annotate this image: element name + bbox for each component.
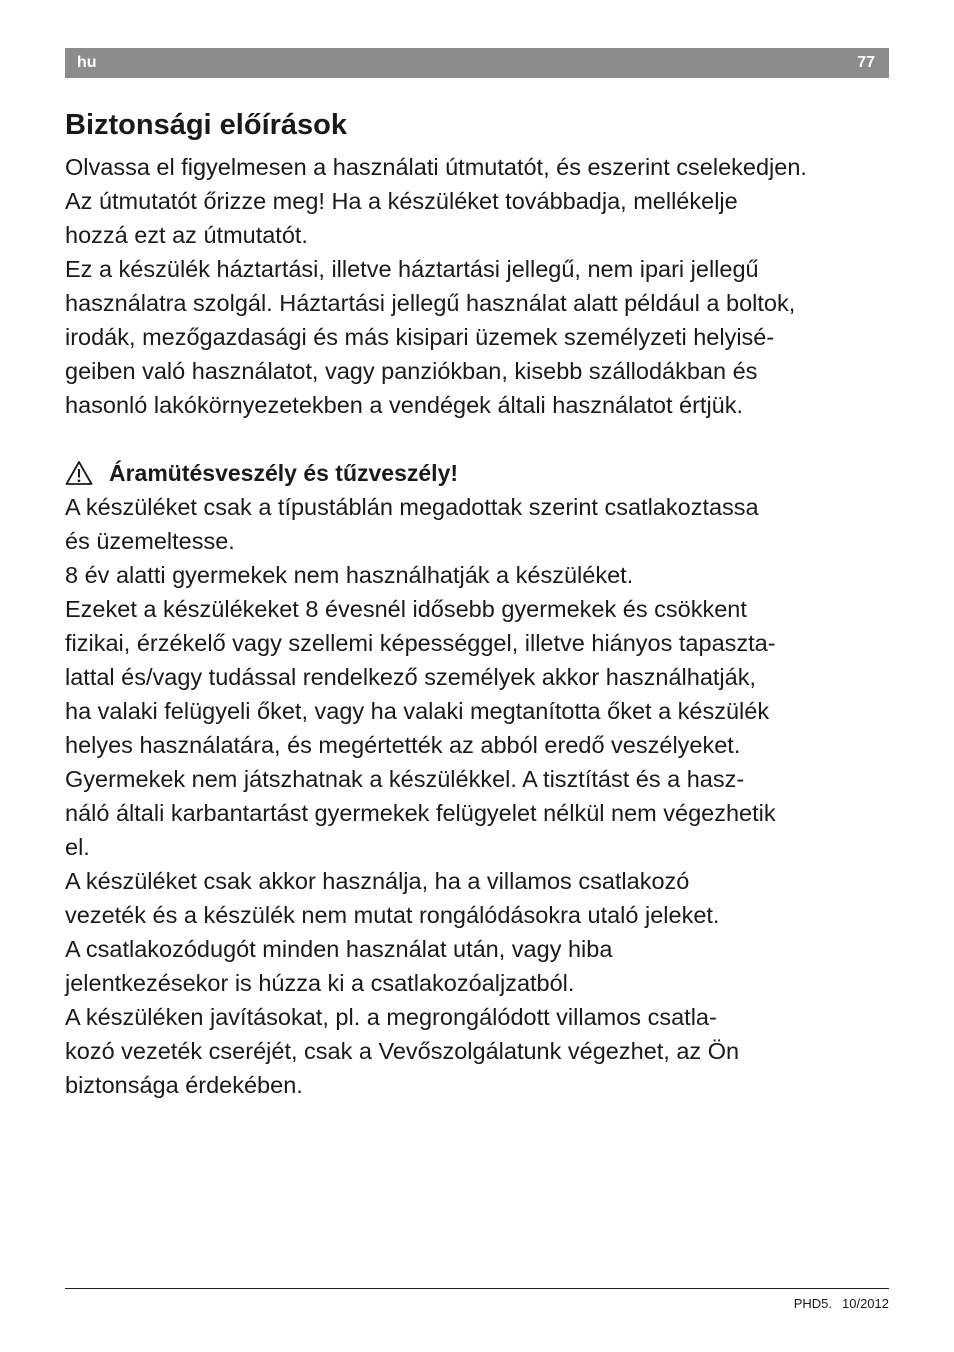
- warning-line: jelentkezésekor is húzza ki a csatlakozóaljzatból.: [65, 970, 575, 996]
- page-footer: [794, 1296, 889, 1311]
- warning-heading-text: Áramütésveszély és tűzveszély!: [109, 460, 459, 486]
- warning-line: A készüléket csak akkor használja, ha a villamos csatlakozó: [65, 868, 690, 894]
- warning-heading: [65, 456, 458, 490]
- warning-line: A készüléken javításokat, pl. a megrongálódott villamos csatla-: [65, 1004, 717, 1030]
- footer-date: 10/2012: [842, 1296, 889, 1311]
- warning-line: Ezeket a készülékeket 8 évesnél idősebb gyermekek és csökkent: [65, 596, 747, 622]
- language-code: hu: [77, 54, 97, 71]
- warning-line: ha valaki felügyeli őket, vagy ha valaki megtanította őket a készülék: [65, 698, 770, 724]
- warning-line: 8 év alatti gyermekek nem használhatják a készüléket.: [65, 562, 634, 588]
- warning-line: és üzemeltesse.: [65, 528, 235, 554]
- intro-line: Olvassa el figyelmesen a használati útmutatót, és eszerint cselekedjen.: [65, 154, 807, 180]
- warning-paragraph: [65, 490, 895, 1102]
- warning-line: biztonsága érdekében.: [65, 1072, 303, 1098]
- warning-line: Gyermekek nem játszhatnak a készülékkel. A tisztítást és a hasz-: [65, 766, 745, 792]
- warning-line: A csatlakozódugót minden használat után, vagy hiba: [65, 936, 613, 962]
- warning-line: vezeték és a készülék nem mutat rongálódásokra utaló jeleket.: [65, 902, 720, 928]
- page-number: 77: [857, 54, 875, 71]
- intro-line: geiben való használatot, vagy panziókban, kisebb szállodákban és: [65, 358, 758, 384]
- warning-line: kozó vezeték cseréjét, csak a Vevőszolgálatunk végezhet, az Ön: [65, 1038, 740, 1064]
- warning-line: el.: [65, 834, 90, 860]
- warning-triangle-icon: [65, 460, 93, 486]
- page-title: Biztonsági előírások: [65, 109, 348, 141]
- warning-line: fizikai, érzékelő vagy szellemi képességgel, illetve hiányos tapaszta-: [65, 630, 776, 656]
- intro-line: használatra szolgál. Háztartási jellegű használat alatt például a boltok,: [65, 290, 796, 316]
- warning-line: náló általi karbantartást gyermekek felügyelet nélkül nem végezhetik: [65, 800, 776, 826]
- intro-line: Ez a készülék háztartási, illetve háztartási jellegű, nem ipari jellegű: [65, 256, 759, 282]
- page-header-bar: [65, 48, 889, 78]
- footer-model: PHD5.: [793, 1296, 832, 1311]
- warning-line: lattal és/vagy tudással rendelkező személyek akkor használhatják,: [65, 664, 757, 690]
- warning-line: A készüléket csak a típustáblán megadottak szerint csatlakoztassa: [65, 494, 759, 520]
- intro-paragraph: [65, 150, 895, 422]
- intro-line: hasonló lakókörnyezetekben a vendégek általi használatot értjük.: [65, 392, 744, 418]
- footer-divider: [65, 1288, 889, 1289]
- intro-line: irodák, mezőgazdasági és más kisipari üzemek személyzeti helyisé-: [65, 324, 775, 350]
- intro-line: Az útmutatót őrizze meg! Ha a készüléket továbbadja, mellékelje: [65, 188, 738, 214]
- warning-line: helyes használatára, és megértették az abból eredő veszélyeket.: [65, 732, 741, 758]
- intro-line: hozzá ezt az útmutatót.: [65, 222, 308, 248]
